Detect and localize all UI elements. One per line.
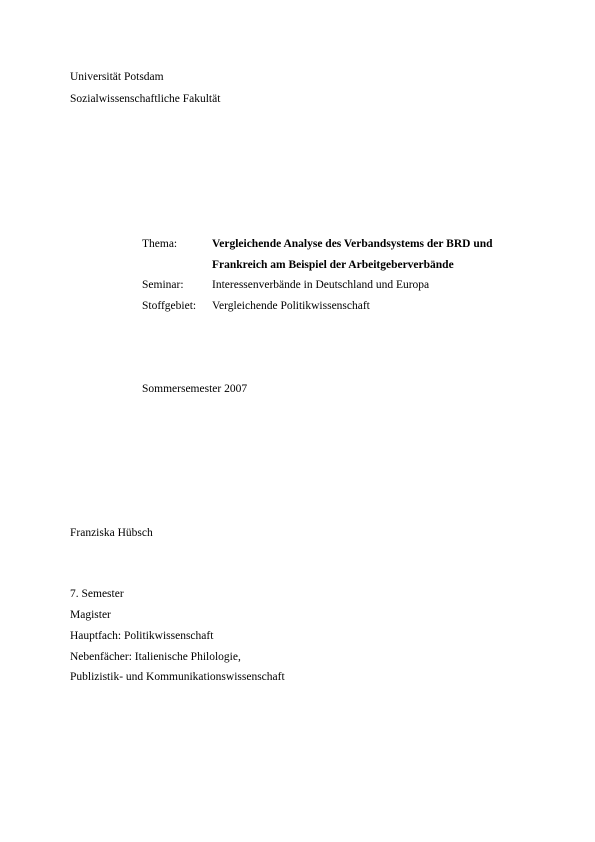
university-name: Universität Potsdam [70, 71, 164, 83]
student-major: Hauptfach: Politikwissenschaft [70, 630, 214, 642]
student-semester: 7. Semester [70, 588, 124, 600]
seminar-value: Interessenverbände in Deutschland und Europa [212, 279, 430, 291]
stoffgebiet-value: Vergleichende Politikwissenschaft [212, 300, 370, 312]
seminar-label: Seminar: [142, 279, 184, 291]
student-degree: Magister [70, 609, 111, 621]
author-name: Franziska Hübsch [70, 527, 153, 539]
thema-title-line1: Vergleichende Analyse des Verbandsystems der BRD und [212, 238, 493, 250]
faculty-name: Sozialwissenschaftliche Fakultät [70, 93, 221, 105]
student-minors-line2: Publizistik- und Kommunikationswissenschaft [70, 671, 285, 683]
stoffgebiet-label: Stoffgebiet: [142, 300, 197, 312]
semester-term: Sommersemester 2007 [142, 383, 248, 395]
thema-title-line2: Frankreich am Beispiel der Arbeitgeberverbände [212, 259, 454, 271]
student-minors-line1: Nebenfächer: Italienische Philologie, [70, 651, 241, 663]
thema-label: Thema: [142, 238, 178, 250]
